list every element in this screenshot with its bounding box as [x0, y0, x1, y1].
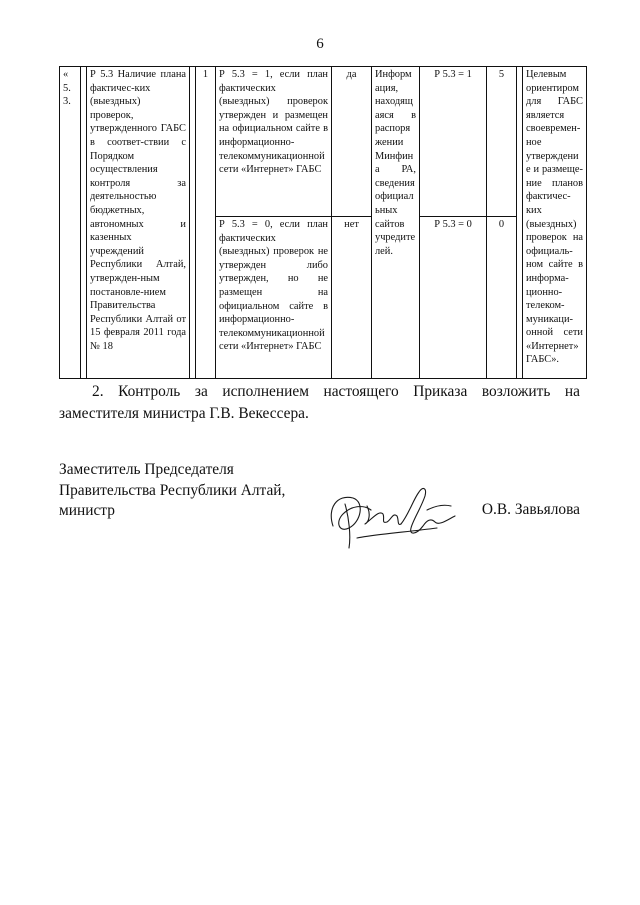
- answer-cell: да: [332, 67, 372, 217]
- score-cell: 5: [487, 67, 517, 217]
- criterion-cell: Р 5.3 Наличие плана фактичес-ких (выездных) проверок, утвержденного ГАБС в соответ-ствии с Порядком осуществления контроля за деятельностью бюджетных, автономных и казенных учреждений Республики Алтай, утвержден-ным постановле-нием Правительства Республики Алтай от 15 февраля 2011 года № 18: [87, 67, 190, 379]
- source-cell: Информация, находящаяся в распоряжении Минфина РА, сведения официальных сайтов учредителей.: [372, 67, 420, 379]
- signatory-name: О.В. Завьялова: [481, 501, 580, 518]
- control-paragraph: 2. Контроль за исполнением настоящего Приказа возложить на заместителя министра Г.В. Векессера.: [59, 383, 580, 422]
- signatory-title-line: министр: [59, 502, 115, 519]
- page-number: 6: [316, 36, 324, 52]
- condition-cell: Р 5.3 = 1, если план фактических (выездных) проверок утвержден и размещен на официальном сайте в информационно-телекоммуникационной сети «Интернет» ГАБС: [216, 67, 332, 217]
- formula-cell: Р 5.3 = 0: [420, 217, 487, 379]
- weight-cell: 1: [196, 67, 216, 379]
- condition-cell: Р 5.3 = 0, если план фактических (выездных) проверок не утвержден либо утвержден, но не размещен на официальном сайте в информационно-телекоммуникационной сети «Интернет» ГАБС: [216, 217, 332, 379]
- signature-image: [327, 478, 475, 550]
- target-cell: Целевым ориентиром для ГАБС является своевремен-ное утверждение и размеще-ние планов фактичес-ких (выездных) проверок на официаль-ном сайте в информа-ционно-телеком-муникаци-онной сети «Интернет» ГАБС».: [523, 67, 587, 379]
- score-cell: 0: [487, 217, 517, 379]
- answer-cell: нет: [332, 217, 372, 379]
- row-number-cell: « 5. 3.: [60, 67, 81, 379]
- criteria-table: [59, 66, 587, 379]
- signatory-title-line: Заместитель Председателя: [59, 461, 234, 478]
- signatory-title-line: Правительства Республики Алтай,: [59, 481, 286, 499]
- signatory-block: [59, 460, 285, 522]
- formula-cell: Р 5.3 = 1: [420, 67, 487, 217]
- table-row: [60, 67, 587, 217]
